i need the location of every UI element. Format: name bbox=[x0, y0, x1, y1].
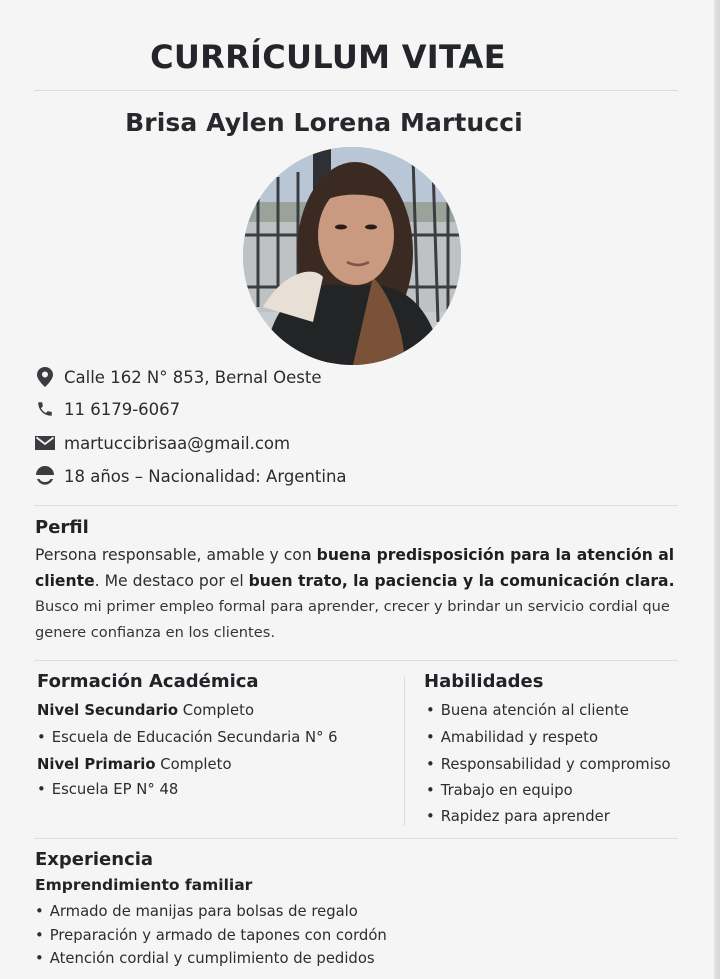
experiencia-subheading: Emprendimiento familiar bbox=[35, 876, 253, 894]
experiencia-heading: Experiencia bbox=[35, 849, 154, 870]
perfil-heading: Perfil bbox=[35, 517, 89, 538]
perfil-text-goal: Busco mi primer empleo formal para aprender, crecer y brindar un servicio cordial que genere confianza en los clientes. bbox=[35, 598, 670, 641]
document-title: CURRÍCULUM VITAE bbox=[150, 38, 506, 76]
formacion-item-primario bbox=[37, 756, 232, 773]
formacion-school-primario: • Escuela EP N° 48 bbox=[37, 781, 178, 798]
phone-icon bbox=[35, 399, 55, 419]
skill-item: • Trabajo en equipo bbox=[426, 782, 573, 799]
experience-item: • Armado de manijas para bolsas de regalo bbox=[35, 903, 358, 920]
location-pin-icon bbox=[35, 367, 55, 387]
contact-phone bbox=[35, 399, 180, 419]
skill-item: • Responsabilidad y compromiso bbox=[426, 756, 671, 773]
education-level: Nivel Primario bbox=[37, 756, 156, 773]
formacion-heading: Formación Académica bbox=[37, 671, 259, 692]
contact-address bbox=[35, 367, 321, 387]
formacion-school-secundario: • Escuela de Educación Secundaria N° 6 bbox=[37, 729, 338, 746]
perfil-text-part: . bbox=[668, 571, 675, 590]
envelope-icon bbox=[35, 433, 55, 453]
globe-icon bbox=[35, 466, 55, 486]
contact-email bbox=[35, 433, 290, 453]
education-level: Nivel Secundario bbox=[37, 702, 179, 719]
divider-top bbox=[34, 90, 678, 91]
address-text: Calle 162 N° 853, Bernal Oeste bbox=[64, 367, 322, 387]
contact-age-nationality bbox=[35, 466, 347, 486]
divider-contact bbox=[34, 505, 678, 506]
candidate-name: Brisa Aylen Lorena Martucci bbox=[125, 108, 523, 137]
age-nationality-text: 18 años – Nacionalidad: Argentina bbox=[64, 466, 347, 486]
skill-item: • Rapidez para aprender bbox=[426, 808, 610, 825]
perfil-highlight: buen trato, la paciencia bbox=[248, 571, 458, 590]
skill-item: • Buena atención al cliente bbox=[426, 702, 629, 719]
divider-perfil bbox=[34, 660, 678, 661]
column-divider bbox=[404, 676, 405, 826]
email-link[interactable]: martuccibrisaa@gmail.com bbox=[64, 433, 291, 453]
education-status: Completo bbox=[160, 756, 232, 773]
perfil-text-part: y la bbox=[457, 571, 500, 590]
formacion-item-secundario bbox=[37, 702, 254, 719]
profile-photo bbox=[243, 147, 461, 365]
perfil-highlight: comunicación clara bbox=[499, 571, 669, 590]
experience-item: • Preparación y armado de tapones con cordón bbox=[35, 927, 387, 944]
habilidades-heading: Habilidades bbox=[424, 671, 544, 692]
experience-item: • Atención cordial y cumplimiento de pedidos bbox=[35, 950, 375, 967]
education-status: Completo bbox=[182, 702, 254, 719]
divider-formacion bbox=[34, 838, 678, 839]
perfil-text-part: . Me destaco por el bbox=[94, 571, 249, 590]
perfil-highlight: buena predisposición para la atención al cliente bbox=[35, 546, 675, 590]
page-edge-shadow bbox=[714, 0, 720, 979]
perfil-text-part: Persona responsable, amable y con bbox=[35, 546, 317, 564]
perfil-text bbox=[35, 543, 695, 645]
skill-item: • Amabilidad y respeto bbox=[426, 729, 598, 746]
phone-text[interactable]: 11 6179-6067 bbox=[64, 399, 181, 419]
